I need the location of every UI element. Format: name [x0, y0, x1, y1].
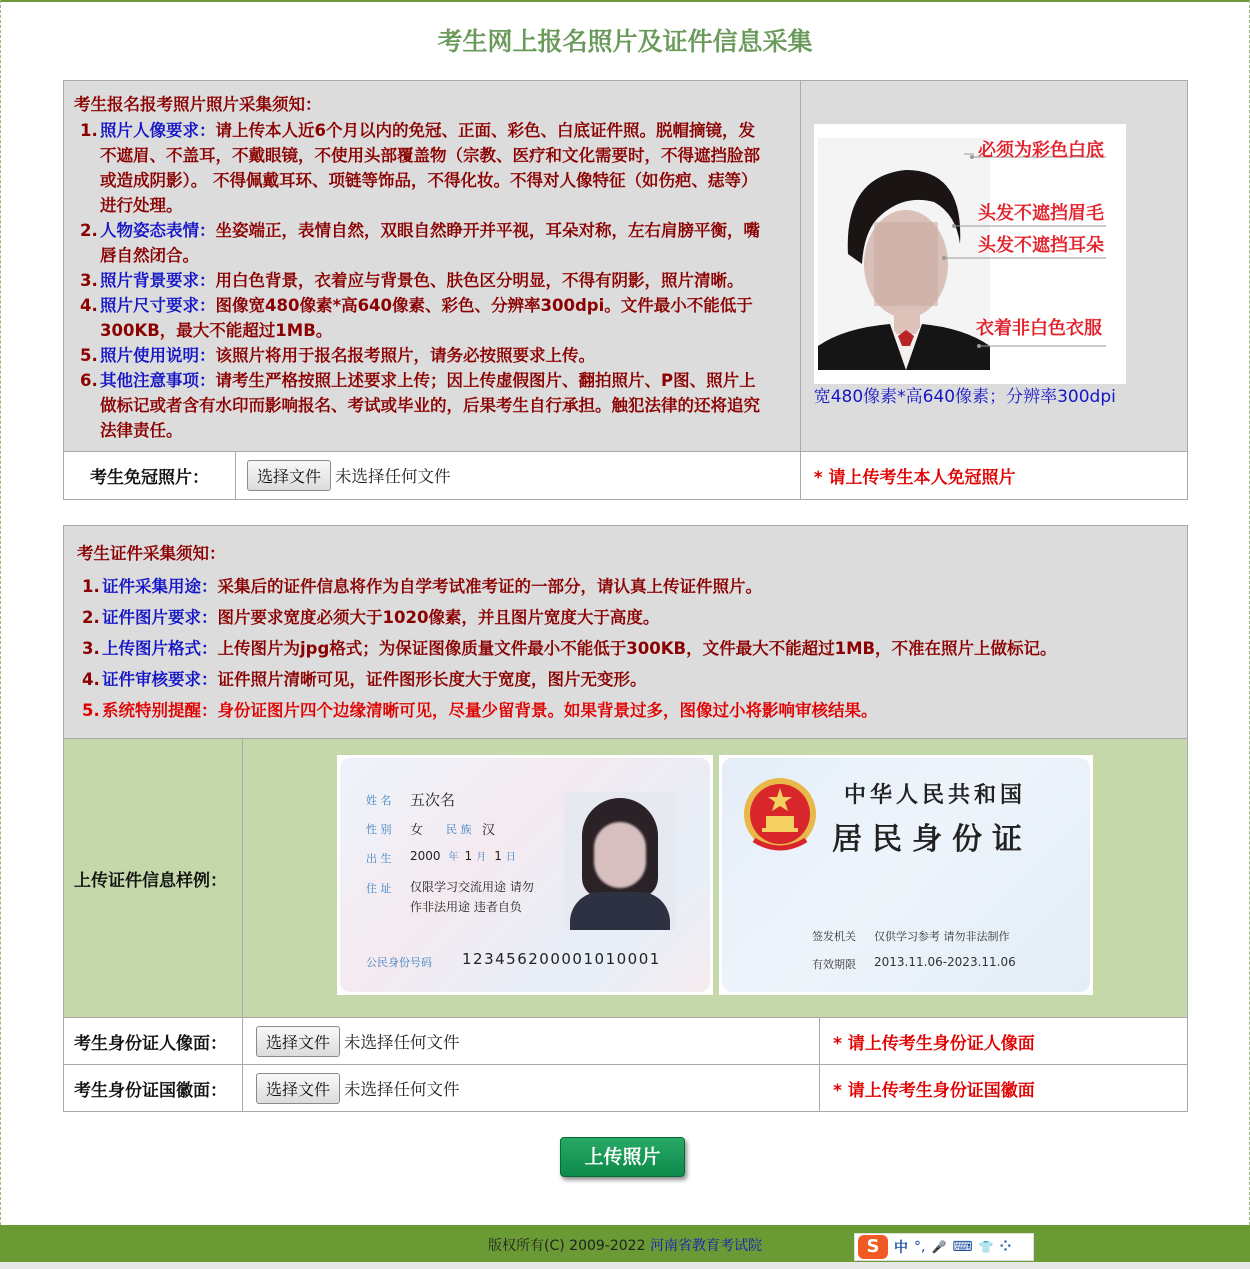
notice-item: [80, 268, 764, 293]
notice-item: [82, 602, 1175, 633]
photo-required-hint: * 请上传考生本人免冠照片: [813, 468, 1016, 488]
notice-item: [80, 368, 764, 443]
notice-item-key: 人物姿态表情：: [100, 221, 216, 240]
national-emblem-icon: [740, 774, 820, 858]
id-number: 123456200001010001: [462, 950, 661, 968]
id-name: 五次名: [410, 791, 456, 809]
notice-item-number: 5.: [82, 701, 100, 720]
id-card-back: [719, 755, 1093, 995]
id-birth-year-unit: 年: [448, 852, 459, 863]
ime-apps-icon[interactable]: ⁘: [999, 1239, 1012, 1255]
annotation-bg: 必须为彩色白底: [977, 140, 1104, 161]
id-notice: [64, 526, 1188, 739]
notice-item: [80, 218, 764, 268]
id-back-upload-row: [64, 1065, 1188, 1112]
ime-punct-icon[interactable]: °,: [914, 1239, 926, 1255]
id-front-label-cell: [64, 1018, 243, 1065]
notice-item-key: 照片尺寸要求：: [100, 296, 216, 315]
notice-item-key: 证件采集用途：: [102, 577, 218, 596]
id-front-no-file: 未选择任何文件: [344, 1032, 460, 1052]
notice-item: [82, 571, 1175, 602]
photo-upload-label: 考生免冠照片：: [89, 468, 209, 488]
id-front-file-cell: [243, 1018, 820, 1065]
id-valid-label: 有效期限: [812, 958, 856, 971]
notice-item-key: 上传图片格式：: [102, 639, 218, 658]
id-birth-day-unit: 日: [505, 852, 516, 863]
footer-copyright: 版权所有(C) 2009-2022: [488, 1238, 650, 1254]
id-back-label-cell: [64, 1065, 243, 1112]
id-nation: 汉: [482, 823, 496, 838]
photo-file-cell: [235, 452, 800, 500]
id-notice-list: [77, 571, 1175, 726]
notice-item-text: 证件照片清晰可见，证件图形长度大于宽度，图片无变形。: [217, 670, 647, 689]
upload-photo-button[interactable]: 上传照片: [560, 1137, 685, 1177]
page-title: 考生网上报名照片及证件信息采集: [437, 27, 813, 56]
photo-sample-cell: [800, 81, 1187, 452]
notice-item-text: 请上传本人近6个月以内的免冠、正面、彩色、白底证件照。脱帽摘镜，发不遮眉、不盖耳，不戴眼镜，不使用头部覆盖物（宗教、医疗和文化需要时，不得遮挡脸部或造成阴影）。 不得佩戴耳环、项链等饰品，不得化妆。不得对人像特征（如伤疤、痣等）进行处理。: [100, 121, 760, 215]
notice-item-key: 证件审核要求：: [102, 670, 218, 689]
id-sex-label: 性 别: [366, 823, 392, 836]
id-birth-day: 1: [494, 849, 502, 863]
id-addr-label: 住 址: [366, 882, 392, 895]
notice-item: [80, 293, 764, 343]
ime-keyboard-icon[interactable]: ⌨: [952, 1239, 973, 1255]
id-back-file-cell: [243, 1065, 820, 1112]
id-issuer-label: 签发机关: [812, 930, 856, 943]
notice-item: [82, 633, 1175, 664]
left-border: [0, 0, 1, 1225]
notice-item-key: 系统特别提醒：: [102, 701, 218, 720]
id-country: 中华人民共和国: [844, 782, 1027, 808]
notice-item-number: 1.: [80, 121, 98, 140]
id-card-front: [337, 755, 713, 995]
notice-item-number: 3.: [82, 639, 100, 658]
id-front-file-button[interactable]: 选择文件: [256, 1026, 340, 1057]
notice-item-number: 4.: [82, 670, 100, 689]
photo-upload-label-cell: [64, 452, 236, 500]
id-back-required-hint: * 请上传考生身份证国徽面: [833, 1080, 1035, 1101]
id-birth-month: 1: [464, 849, 473, 863]
id-birth: [410, 848, 516, 863]
id-issuer: 仅供学习参考 请勿非法制作: [874, 930, 1010, 943]
id-back-no-file: 未选择任何文件: [344, 1079, 460, 1099]
footer: [0, 1225, 1250, 1262]
photo-section: [63, 80, 1188, 500]
id-back-file-button[interactable]: 选择文件: [256, 1073, 340, 1104]
annotation-eyebrow: 头发不遮挡眉毛: [977, 203, 1104, 224]
notice-item: [80, 118, 764, 218]
notice-item-text: 图像宽480像素*高640像素、彩色、分辨率300dpi。文件最小不能低于300KB，最大不能超过1MB。: [100, 296, 753, 340]
id-sample-label-cell: [64, 739, 243, 1018]
id-section: [63, 525, 1188, 1112]
id-back-upload-label: 考生身份证国徽面：: [74, 1080, 227, 1101]
notice-item-number: 4.: [80, 296, 98, 315]
photo-notice: [64, 81, 801, 452]
notice-item-number: 6.: [80, 371, 98, 390]
notice-item-key: 照片背景要求：: [100, 271, 216, 290]
id-birth-year: 2000: [410, 849, 441, 863]
notice-item-text: 图片要求宽度必须大于1020像素，并且图片宽度大于高度。: [217, 608, 660, 627]
notice-item-text: 身份证图片四个边缘清晰可见，尽量少留背景。如果背景过多，图像过小将影响审核结果。: [217, 701, 878, 720]
sample-caption: 宽480像素*高640像素；分辨率300dpi: [813, 387, 1116, 407]
id-name-label: 姓 名: [366, 794, 392, 807]
notice-item-number: 5.: [80, 346, 98, 365]
portrait-blur: [874, 222, 938, 306]
id-sex: 女: [410, 823, 424, 838]
top-border: [0, 0, 1250, 2]
ime-mode-toggle[interactable]: 中: [894, 1240, 908, 1256]
notice-item-key: 其他注意事项：: [100, 371, 216, 390]
notice-item-text: 坐姿端正，表情自然，双眼自然睁开并平视，耳朵对称，左右肩膀平衡，嘴唇自然闭合。: [100, 221, 760, 265]
id-sample-cell: [243, 739, 1188, 1018]
id-notice-title: 考生证件采集须知：: [77, 544, 226, 563]
id-sample-label: 上传证件信息样例：: [74, 870, 227, 891]
photo-no-file: 未选择任何文件: [334, 467, 451, 486]
notice-item-number: 2.: [82, 608, 100, 627]
id-birth-label: 出 生: [366, 852, 392, 865]
id-valid: 2013.11.06-2023.11.06: [874, 955, 1016, 969]
annotation-ear: 头发不遮挡耳朵: [977, 235, 1104, 256]
id-number-label: 公民身份号码: [366, 956, 432, 969]
ime-mic-icon[interactable]: 🎤: [931, 1240, 947, 1254]
notice-item-text: 该照片将用于报名报考照片，请务必按照要求上传。: [215, 346, 595, 365]
id-front-upload-label: 考生身份证人像面：: [74, 1033, 227, 1054]
id-front-upload-row: [64, 1018, 1188, 1065]
id-card-title: 居民身份证: [832, 822, 1032, 857]
annotation-clothes: 衣着非白色衣服: [975, 318, 1102, 339]
footer-text: [0, 1235, 1250, 1255]
notice-item-number: 3.: [80, 271, 98, 290]
id-nation-label: 民 族: [446, 823, 472, 836]
id-birth-month-unit: 月: [476, 852, 487, 863]
notice-item-key: 照片人像要求：: [100, 121, 216, 140]
photo-notice-list: [74, 118, 764, 443]
photo-hint-cell: [800, 452, 1187, 500]
notice-item-text: 采集后的证件信息将作为自学考试准考证的一部分，请认真上传证件照片。: [217, 577, 762, 596]
sample-portrait: [814, 124, 1126, 384]
photo-notice-title: 考生报名报考照片照片采集须知：: [74, 95, 322, 114]
notice-item-key: 照片使用说明：: [100, 346, 216, 365]
sogou-logo-icon[interactable]: S: [858, 1235, 888, 1259]
notice-item-text: 上传图片为jpg格式；为保证图像质量文件最小不能低于300KB，文件最大不能超过1MB，不准在照片上做标记。: [217, 639, 1057, 658]
id-photo: [564, 792, 676, 930]
footer-org-link[interactable]: 河南省教育考试院: [649, 1238, 762, 1254]
notice-item-key: 证件图片要求：: [102, 608, 218, 627]
notice-item-number: 1.: [82, 577, 100, 596]
id-front-hint-cell: [820, 1018, 1188, 1065]
ime-skin-icon[interactable]: 👕: [978, 1240, 994, 1254]
id-back-hint-cell: [820, 1065, 1188, 1112]
notice-item: [80, 343, 764, 368]
id-front-required-hint: * 请上传考生身份证人像面: [833, 1033, 1035, 1054]
notice-item-number: 2.: [80, 221, 98, 240]
id-addr-line2: 作非法用途 违者自负: [410, 900, 522, 914]
notice-item-text: 请考生严格按照上述要求上传；因上传虚假图片、翻拍照片、P图、照片上做标记或者含有水印而影响报名、考试或毕业的，后果考生自行承担。触犯法律的还将追究法律责任。: [100, 371, 760, 440]
id-addr-line1: 仅限学习交流用途 请勿: [410, 880, 534, 894]
bottom-strip: [0, 1262, 1250, 1269]
photo-file-button[interactable]: 选择文件: [247, 460, 331, 491]
notice-item: [82, 695, 1175, 726]
ime-toolbar[interactable]: [854, 1233, 1034, 1261]
notice-item: [82, 664, 1175, 695]
notice-item-text: 用白色背景，衣着应与背景色、肤色区分明显，不得有阴影，照片清晰。: [215, 271, 744, 290]
